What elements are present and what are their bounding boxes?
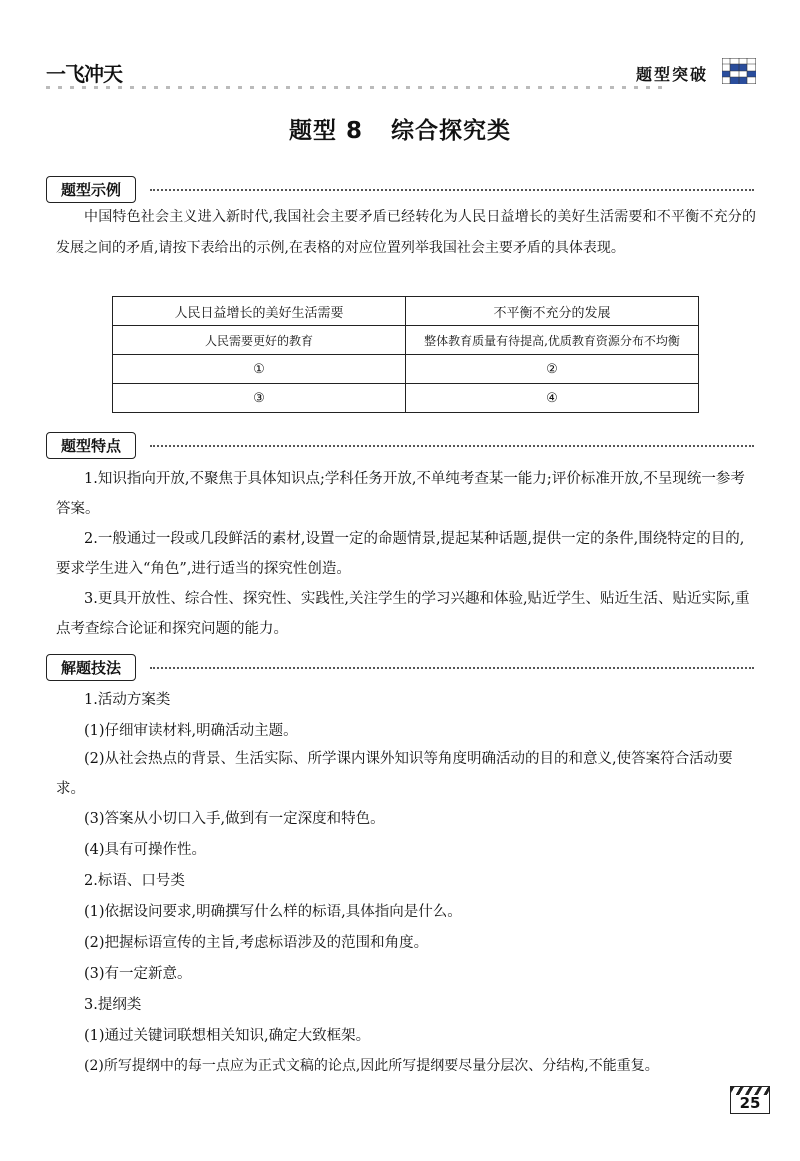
table-row	[113, 384, 699, 413]
table-cell: ②	[406, 355, 699, 384]
features-section-tag: 题型特点	[46, 432, 136, 459]
section-dotted-rule	[150, 445, 754, 447]
features-section-header	[46, 432, 754, 458]
table-cell: ④	[406, 384, 699, 413]
method-line: (1)仔细审读材料,明确活动主题。	[84, 723, 298, 739]
feature-item: 1.知识指向开放,不聚焦于具体知识点;学科任务开放,不单纯考查某一能力;评价标准开放,不呈现统一参考答案。	[56, 471, 745, 517]
checker-grid-icon	[722, 58, 756, 84]
method-line: (3)答案从小切口入手,做到有一定深度和特色。	[84, 811, 385, 827]
method-line: 1.活动方案类	[84, 692, 171, 708]
section-dotted-rule	[150, 189, 754, 191]
example-section-header	[46, 176, 754, 202]
method-line: 2.标语、口号类	[84, 873, 185, 889]
title-name: 综合探究类	[391, 118, 511, 144]
section-label: 题型突破	[636, 65, 709, 84]
table-header-cell: 不平衡不充分的发展	[406, 297, 699, 326]
methods-section-tag: 解题技法	[46, 654, 136, 681]
methods-section-header	[46, 654, 754, 680]
table-cell: ①	[113, 355, 406, 384]
table-cell: ③	[113, 384, 406, 413]
method-line: (3)有一定新意。	[84, 966, 192, 982]
title-number: 题型 8	[288, 118, 363, 144]
table-row	[113, 355, 699, 384]
method-line: (1)通过关键词联想相关知识,确定大致框架。	[84, 1028, 371, 1044]
brand-logo: 一飞冲天	[46, 62, 122, 86]
method-line: (1)依据设问要求,明确撰写什么样的标语,具体指向是什么。	[84, 904, 462, 920]
example-table	[112, 296, 699, 413]
example-intro: 中国特色社会主义进入新时代,我国社会主要矛盾已经转化为人民日益增长的美好生活需要和不平衡不充分的发展之间的矛盾,请按下表给出的示例,在表格的对应位置列举我国社会主要矛盾的具体表现。	[56, 209, 756, 256]
table-cell: 整体教育质量有待提高,优质教育资源分布不均衡	[406, 326, 699, 355]
header-dotted-rule	[46, 86, 666, 89]
page-number: 25	[730, 1086, 770, 1114]
section-dotted-rule	[150, 667, 754, 669]
example-section-tag: 题型示例	[46, 176, 136, 203]
table-row	[113, 326, 699, 355]
feature-item: 2.一般通过一段或几段鲜活的素材,设置一定的命题情景,提起某种话题,提供一定的条件,围绕特定的目的,要求学生进入“角色”,进行适当的探究性创造。	[56, 531, 745, 577]
method-line: (2)把握标语宣传的主旨,考虑标语涉及的范围和角度。	[84, 935, 429, 951]
page-title	[0, 112, 800, 145]
table-header-cell: 人民日益增长的美好生活需要	[113, 297, 406, 326]
table-cell: 人民需要更好的教育	[113, 326, 406, 355]
method-line: (2)所写提纲中的每一点应为正式文稿的论点,因此所写提纲要尽量分层次、分结构,不能重复。	[84, 1058, 659, 1074]
method-line: (2)从社会热点的背景、生活实际、所学课内课外知识等角度明确活动的目的和意义,使答案符合活动要求。	[56, 751, 733, 797]
table-header-row	[113, 297, 699, 326]
feature-item: 3.更具开放性、综合性、探究性、实践性,关注学生的学习兴趣和体验,贴近学生、贴近生活、贴近实际,重点考查综合论证和探究问题的能力。	[56, 591, 750, 637]
method-line: 3.提纲类	[84, 997, 142, 1013]
method-line: (4)具有可操作性。	[84, 842, 207, 858]
